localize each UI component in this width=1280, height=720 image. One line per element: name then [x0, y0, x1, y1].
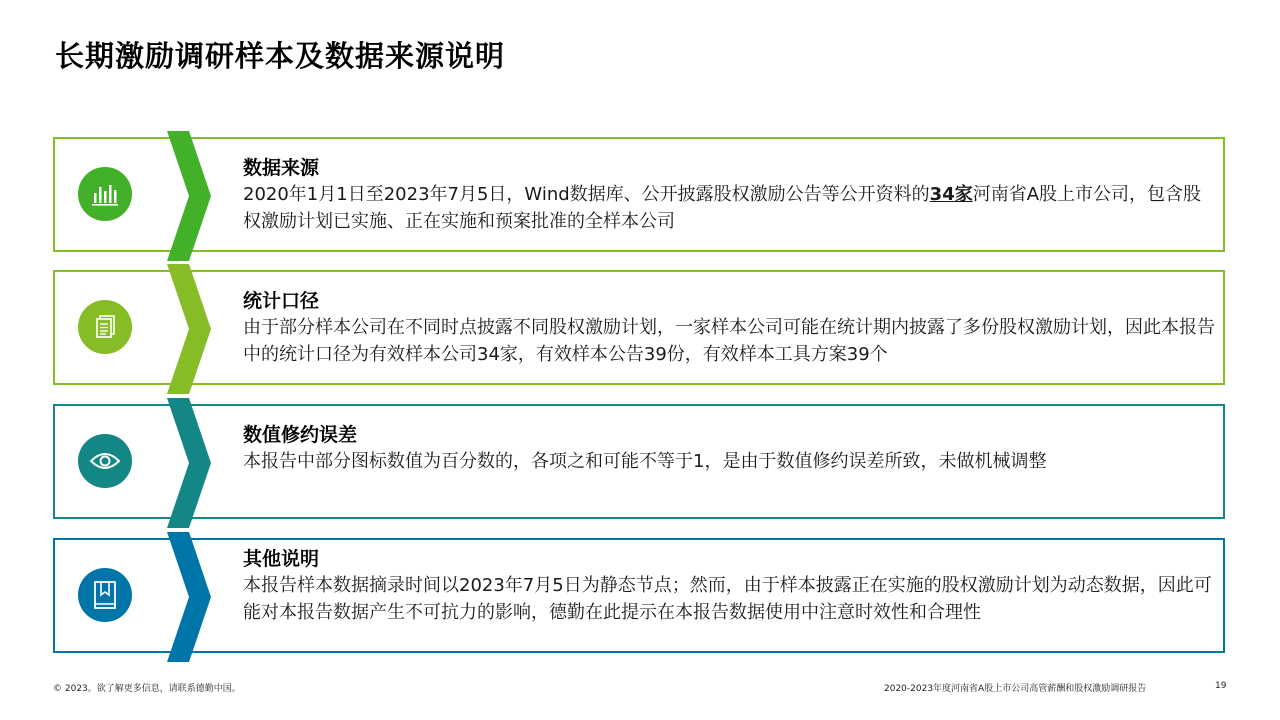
- card-body: 由于部分样本公司在不同时点披露不同股权激励计划，一家样本公司可能在统计期内披露了多份股权激励计划，因此本报告中的统计口径为有效样本公司34家，有效样本公告39份，有效样本工具方案39个: [243, 317, 1215, 365]
- card-body: 本报告样本数据摘录时间以2023年7月5日为静态节点；然而，由于样本披露正在实施的股权激励计划为动态数据，因此可能对本报告数据产生不可抗力的影响，德勤在此提示在本报告数据使用中注意时效性和合理性: [243, 575, 1212, 623]
- card-body-text: 2020年1月1日至2023年7月5日，Wind数据库、公开披露股权激励公告等公开资料的: [243, 184, 930, 205]
- chevron-arrow-icon: [165, 532, 213, 662]
- info-card-other-notes: [53, 538, 1225, 653]
- card-text: [243, 288, 1215, 368]
- footer-page-number: 19: [1215, 681, 1227, 691]
- card-heading: 其他说明: [243, 548, 320, 570]
- sample-count-emphasis: 34家: [929, 184, 973, 205]
- bookmark-book-icon: [93, 580, 117, 610]
- icon-circle: [78, 167, 132, 221]
- icon-circle: [78, 568, 132, 622]
- card-body: [243, 181, 1215, 235]
- card-heading: 数据来源: [243, 157, 320, 179]
- icon-circle: [78, 434, 132, 488]
- chevron-arrow-icon: [165, 131, 213, 261]
- footer-report-name: 2020-2023年度河南省A股上市公司高管薪酬和股权激励调研报告: [884, 684, 1147, 694]
- eye-icon: [89, 450, 121, 472]
- card-heading: 数值修约误差: [243, 424, 358, 446]
- footer-copyright: © 2023。欲了解更多信息，请联系德勤中国。: [53, 684, 241, 694]
- chevron-arrow-icon: [165, 264, 213, 394]
- card-text: [243, 422, 1215, 475]
- card-body-text-continued: 河南省A股上市公司，包含股权激励计划已实施、正在实施和预案批准的全样本公司: [243, 184, 1202, 232]
- info-card-data-source: [53, 137, 1225, 252]
- chevron-arrow-icon: [165, 398, 213, 528]
- page-title: 长期激励调研样本及数据来源说明: [55, 39, 506, 73]
- info-card-statistical-scope: [53, 270, 1225, 385]
- card-text: [243, 155, 1215, 235]
- icon-circle: [78, 300, 132, 354]
- info-card-rounding-error: [53, 404, 1225, 519]
- card-text: [243, 546, 1215, 626]
- card-body: 本报告中部分图标数值为百分数的，各项之和可能不等于1，是由于数值修约误差所致，未做机械调整: [243, 451, 1047, 472]
- card-heading: 统计口径: [243, 290, 320, 312]
- documents-icon: [90, 312, 120, 342]
- bar-chart-icon: [90, 181, 120, 207]
